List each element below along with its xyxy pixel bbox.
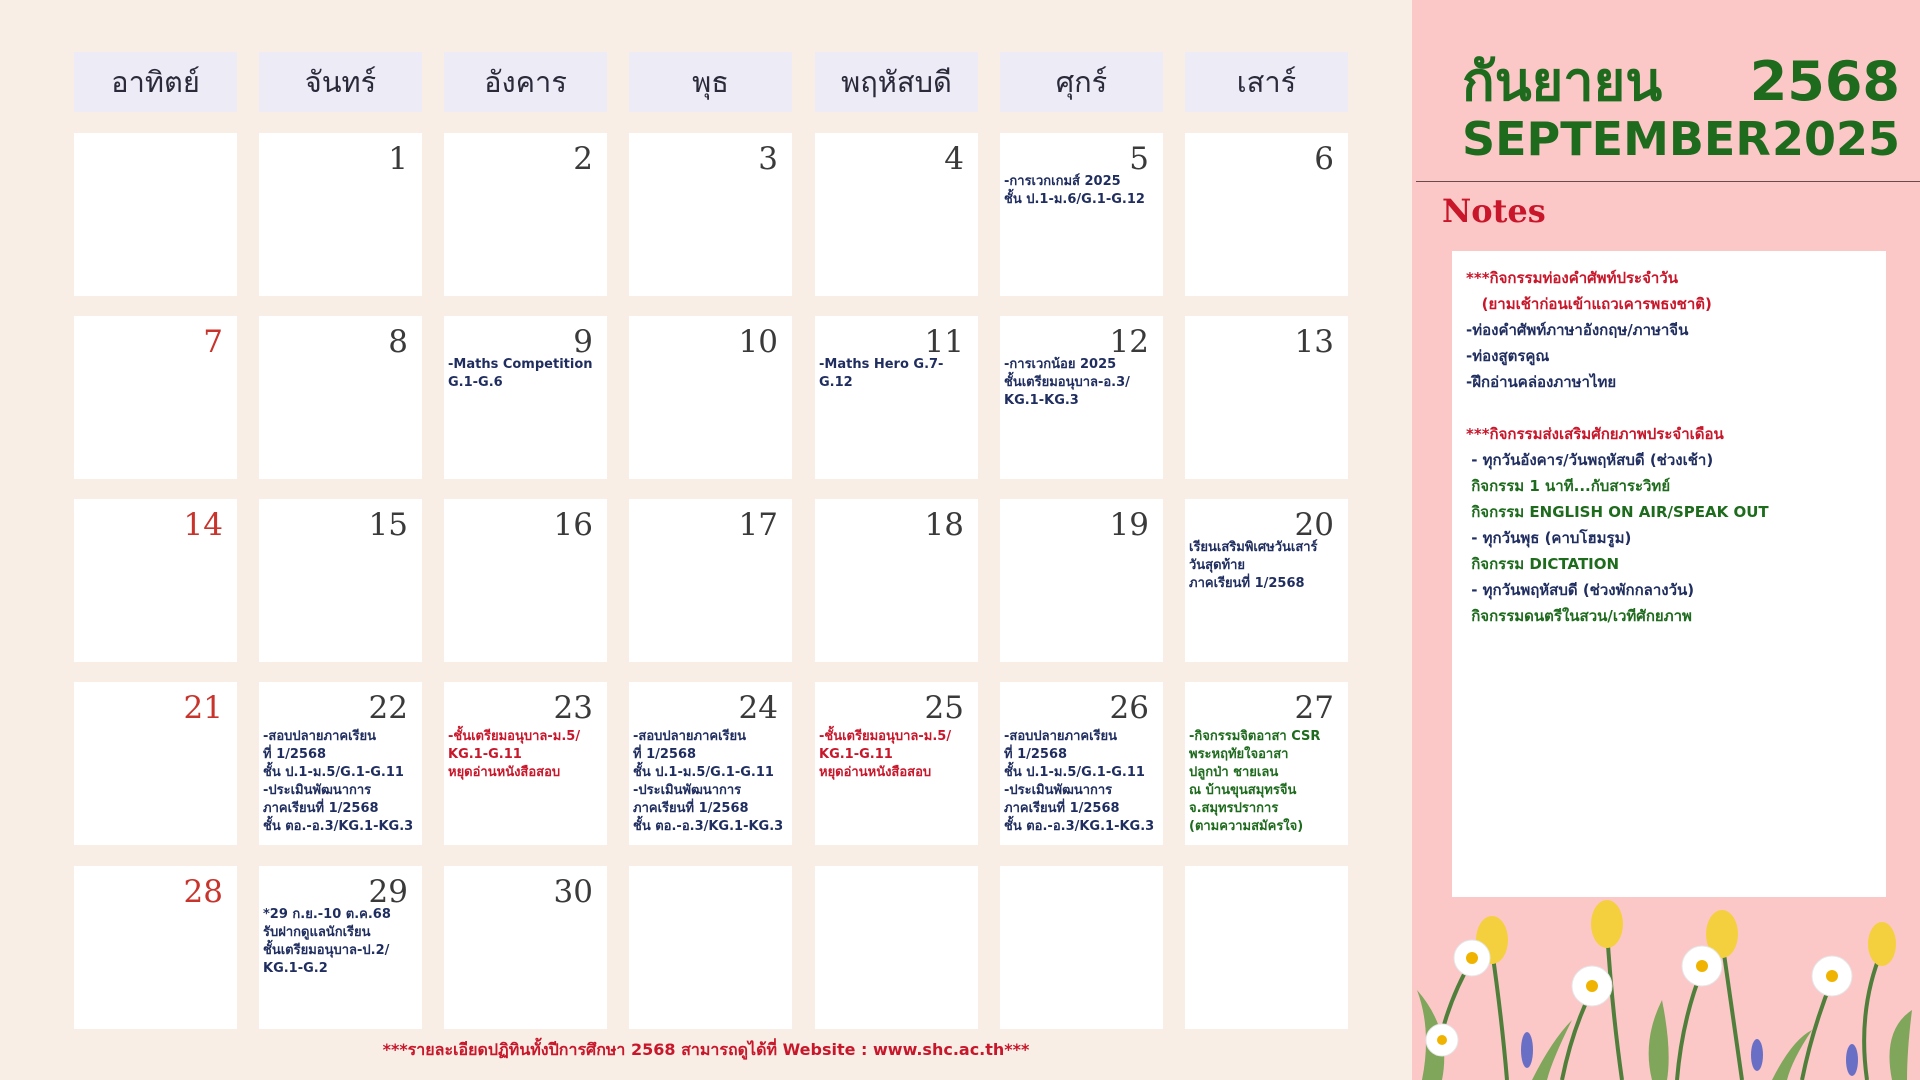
calendar-event: -ชั้นเตรียมอนุบาล-ม.5/ KG.1-G.11 หยุดอ่านหนังสือสอบ	[448, 729, 581, 780]
calendar-day-13[interactable]	[1185, 316, 1348, 479]
weekday-header-saturday: เสาร์	[1185, 52, 1348, 112]
day-number: 1	[388, 141, 408, 177]
calendar-day-18[interactable]	[815, 499, 978, 662]
calendar-day-4[interactable]	[815, 133, 978, 296]
weekday-header-wednesday: พุธ	[629, 52, 792, 112]
note-line: กิจกรรม DICTATION	[1466, 555, 1620, 573]
calendar-day-empty	[1185, 866, 1348, 1029]
note-line: - ทุกวันอังคาร/วันพฤหัสบดี (ช่วงเช้า)	[1466, 451, 1714, 469]
calendar-day-1[interactable]	[259, 133, 422, 296]
day-number: 4	[944, 141, 964, 177]
note-line: - ทุกวันพฤหัสบดี (ช่วงพักกลางวัน)	[1466, 581, 1695, 599]
tulip-flowers-illustration	[1412, 890, 1920, 1080]
weekday-header-monday: จันทร์	[259, 52, 422, 112]
calendar-day-empty	[815, 866, 978, 1029]
day-number: 29	[368, 874, 408, 910]
calendar-day-24[interactable]	[629, 682, 792, 845]
calendar-day-6[interactable]	[1185, 133, 1348, 296]
day-number: 10	[738, 324, 778, 360]
day-number: 15	[368, 507, 408, 543]
day-number: 9	[573, 324, 593, 360]
day-number: 16	[553, 507, 593, 543]
day-number: 21	[183, 690, 223, 726]
calendar-day-empty	[74, 133, 237, 296]
calendar-event: -สอบปลายภาคเรียน ที่ 1/2568 ชั้น ป.1-ม.5/G.1-G.11 -ประเมินพัฒนาการ ภาคเรียนที่ 1/2568 ชั้น ตอ.-อ.3/KG.1-KG.3	[263, 729, 414, 834]
weekday-header-tuesday: อังคาร	[444, 52, 607, 112]
calendar-event: เรียนเสริมพิเศษวันเสาร์ วันสุดท้าย ภาคเรียนที่ 1/2568	[1189, 540, 1318, 591]
calendar-day-26[interactable]	[1000, 682, 1163, 845]
calendar-day-20[interactable]	[1185, 499, 1348, 662]
calendar-day-empty	[1000, 866, 1163, 1029]
day-number: 12	[1109, 324, 1149, 360]
calendar-event: -Maths Hero G.7-G.12	[819, 357, 944, 390]
calendar-event: -กิจกรรมจิตอาสา CSR พระหฤทัยใจอาสา ปลูกป่า ชายเลน ณ บ้านขุนสมุทรจีน จ.สมุทรปราการ (ตามความสมัครใจ)	[1189, 729, 1321, 834]
day-number: 26	[1109, 690, 1149, 726]
calendar-day-22[interactable]	[259, 682, 422, 845]
note-line: ***กิจกรรมส่งเสริมศักยภาพประจำเดือน	[1466, 425, 1724, 443]
calendar-event: -Maths Competition G.1-G.6	[448, 357, 593, 390]
month-name-english: SEPTEMBER	[1462, 112, 1771, 166]
day-number: 25	[924, 690, 964, 726]
footer-note: ***รายละเอียดปฏิทินทั้งปีการศึกษา 2568 สามารถดูได้ที่ Website : www.shc.ac.th***	[382, 1040, 1030, 1059]
year-english: 2025	[1771, 112, 1900, 166]
day-number: 18	[924, 507, 964, 543]
day-number: 6	[1314, 141, 1334, 177]
month-title-english	[1462, 112, 1900, 166]
note-line: ***กิจกรรมท่องคำศัพท์ประจำวัน	[1466, 269, 1678, 287]
title-divider	[1416, 181, 1920, 182]
note-line: -ท่องสูตรคูณ	[1466, 347, 1550, 365]
calendar-day-8[interactable]	[259, 316, 422, 479]
sidebar	[1412, 0, 1920, 1080]
calendar-day-30[interactable]	[444, 866, 607, 1029]
calendar-day-17[interactable]	[629, 499, 792, 662]
note-line: -ท่องคำศัพท์ภาษาอังกฤษ/ภาษาจีน	[1466, 321, 1689, 339]
calendar-day-21[interactable]	[74, 682, 237, 845]
weekday-header-sunday: อาทิตย์	[74, 52, 237, 112]
day-number: 27	[1294, 690, 1334, 726]
day-number: 24	[738, 690, 778, 726]
calendar-day-27[interactable]	[1185, 682, 1348, 845]
day-number: 28	[183, 874, 223, 910]
day-number: 11	[924, 324, 964, 360]
month-name-thai: กันยายน	[1462, 50, 1663, 113]
note-line: - ทุกวันพุธ (คาบโฮมรูม)	[1466, 529, 1632, 547]
day-number: 20	[1294, 507, 1334, 543]
notes-label: Notes	[1442, 192, 1546, 230]
calendar-event: *29 ก.ย.-10 ต.ค.68 รับฝากดูแลนักเรียน ชั้นเตรียมอนุบาล-ป.2/ KG.1-G.2	[263, 907, 391, 976]
note-line: กิจกรรม ENGLISH ON AIR/SPEAK OUT	[1466, 503, 1769, 521]
calendar-day-23[interactable]	[444, 682, 607, 845]
calendar-day-15[interactable]	[259, 499, 422, 662]
calendar-day-29[interactable]	[259, 866, 422, 1029]
day-number: 30	[553, 874, 593, 910]
calendar-day-11[interactable]	[815, 316, 978, 479]
calendar-day-14[interactable]	[74, 499, 237, 662]
note-line: กิจกรรม 1 นาที...กับสาระวิทย์	[1466, 477, 1671, 495]
day-number: 8	[388, 324, 408, 360]
calendar-event: -สอบปลายภาคเรียน ที่ 1/2568 ชั้น ป.1-ม.5/G.1-G.11 -ประเมินพัฒนาการ ภาคเรียนที่ 1/2568 ชั้น ตอ.-อ.3/KG.1-KG.3	[633, 729, 784, 834]
calendar-day-19[interactable]	[1000, 499, 1163, 662]
day-number: 22	[368, 690, 408, 726]
note-line: -ฝึกอ่านคล่องภาษาไทย	[1466, 373, 1617, 391]
day-number: 13	[1294, 324, 1334, 360]
day-number: 3	[758, 141, 778, 177]
calendar-day-3[interactable]	[629, 133, 792, 296]
weekday-header-friday: ศุกร์	[1000, 52, 1163, 112]
calendar-day-7[interactable]	[74, 316, 237, 479]
calendar-day-16[interactable]	[444, 499, 607, 662]
calendar-day-9[interactable]	[444, 316, 607, 479]
calendar-day-2[interactable]	[444, 133, 607, 296]
day-number: 5	[1129, 141, 1149, 177]
day-number: 17	[738, 507, 778, 543]
note-line: กิจกรรมดนตรีในสวน/เวทีศักยภาพ	[1466, 607, 1692, 625]
calendar-day-empty	[629, 866, 792, 1029]
calendar-day-12[interactable]	[1000, 316, 1163, 479]
calendar-event: -ชั้นเตรียมอนุบาล-ม.5/ KG.1-G.11 หยุดอ่านหนังสือสอบ	[819, 729, 952, 780]
calendar-day-10[interactable]	[629, 316, 792, 479]
notes-box	[1452, 251, 1886, 897]
weekday-header-thursday: พฤหัสบดี	[815, 52, 978, 112]
calendar-day-25[interactable]	[815, 682, 978, 845]
day-number: 23	[553, 690, 593, 726]
calendar-event: -สอบปลายภาคเรียน ที่ 1/2568 ชั้น ป.1-ม.5/G.1-G.11 -ประเมินพัฒนาการ ภาคเรียนที่ 1/2568 ชั้น ตอ.-อ.3/KG.1-KG.3	[1004, 729, 1155, 834]
calendar-day-28[interactable]	[74, 866, 237, 1029]
day-number: 7	[203, 324, 223, 360]
year-thai: 2568	[1749, 50, 1900, 113]
calendar-event: -การเวกเกมส์ 2025 ชั้น ป.1-ม.6/G.1-G.12	[1004, 174, 1145, 207]
calendar-day-5[interactable]	[1000, 133, 1163, 296]
day-number: 14	[183, 507, 223, 543]
day-number: 2	[573, 141, 593, 177]
day-number: 19	[1109, 507, 1149, 543]
note-line: (ยามเช้าก่อนเข้าแถวเคารพธงชาติ)	[1466, 295, 1712, 313]
calendar-event: -การเวกน้อย 2025 ชั้นเตรียมอนุบาล-อ.3/ KG.1-KG.3	[1004, 357, 1130, 408]
